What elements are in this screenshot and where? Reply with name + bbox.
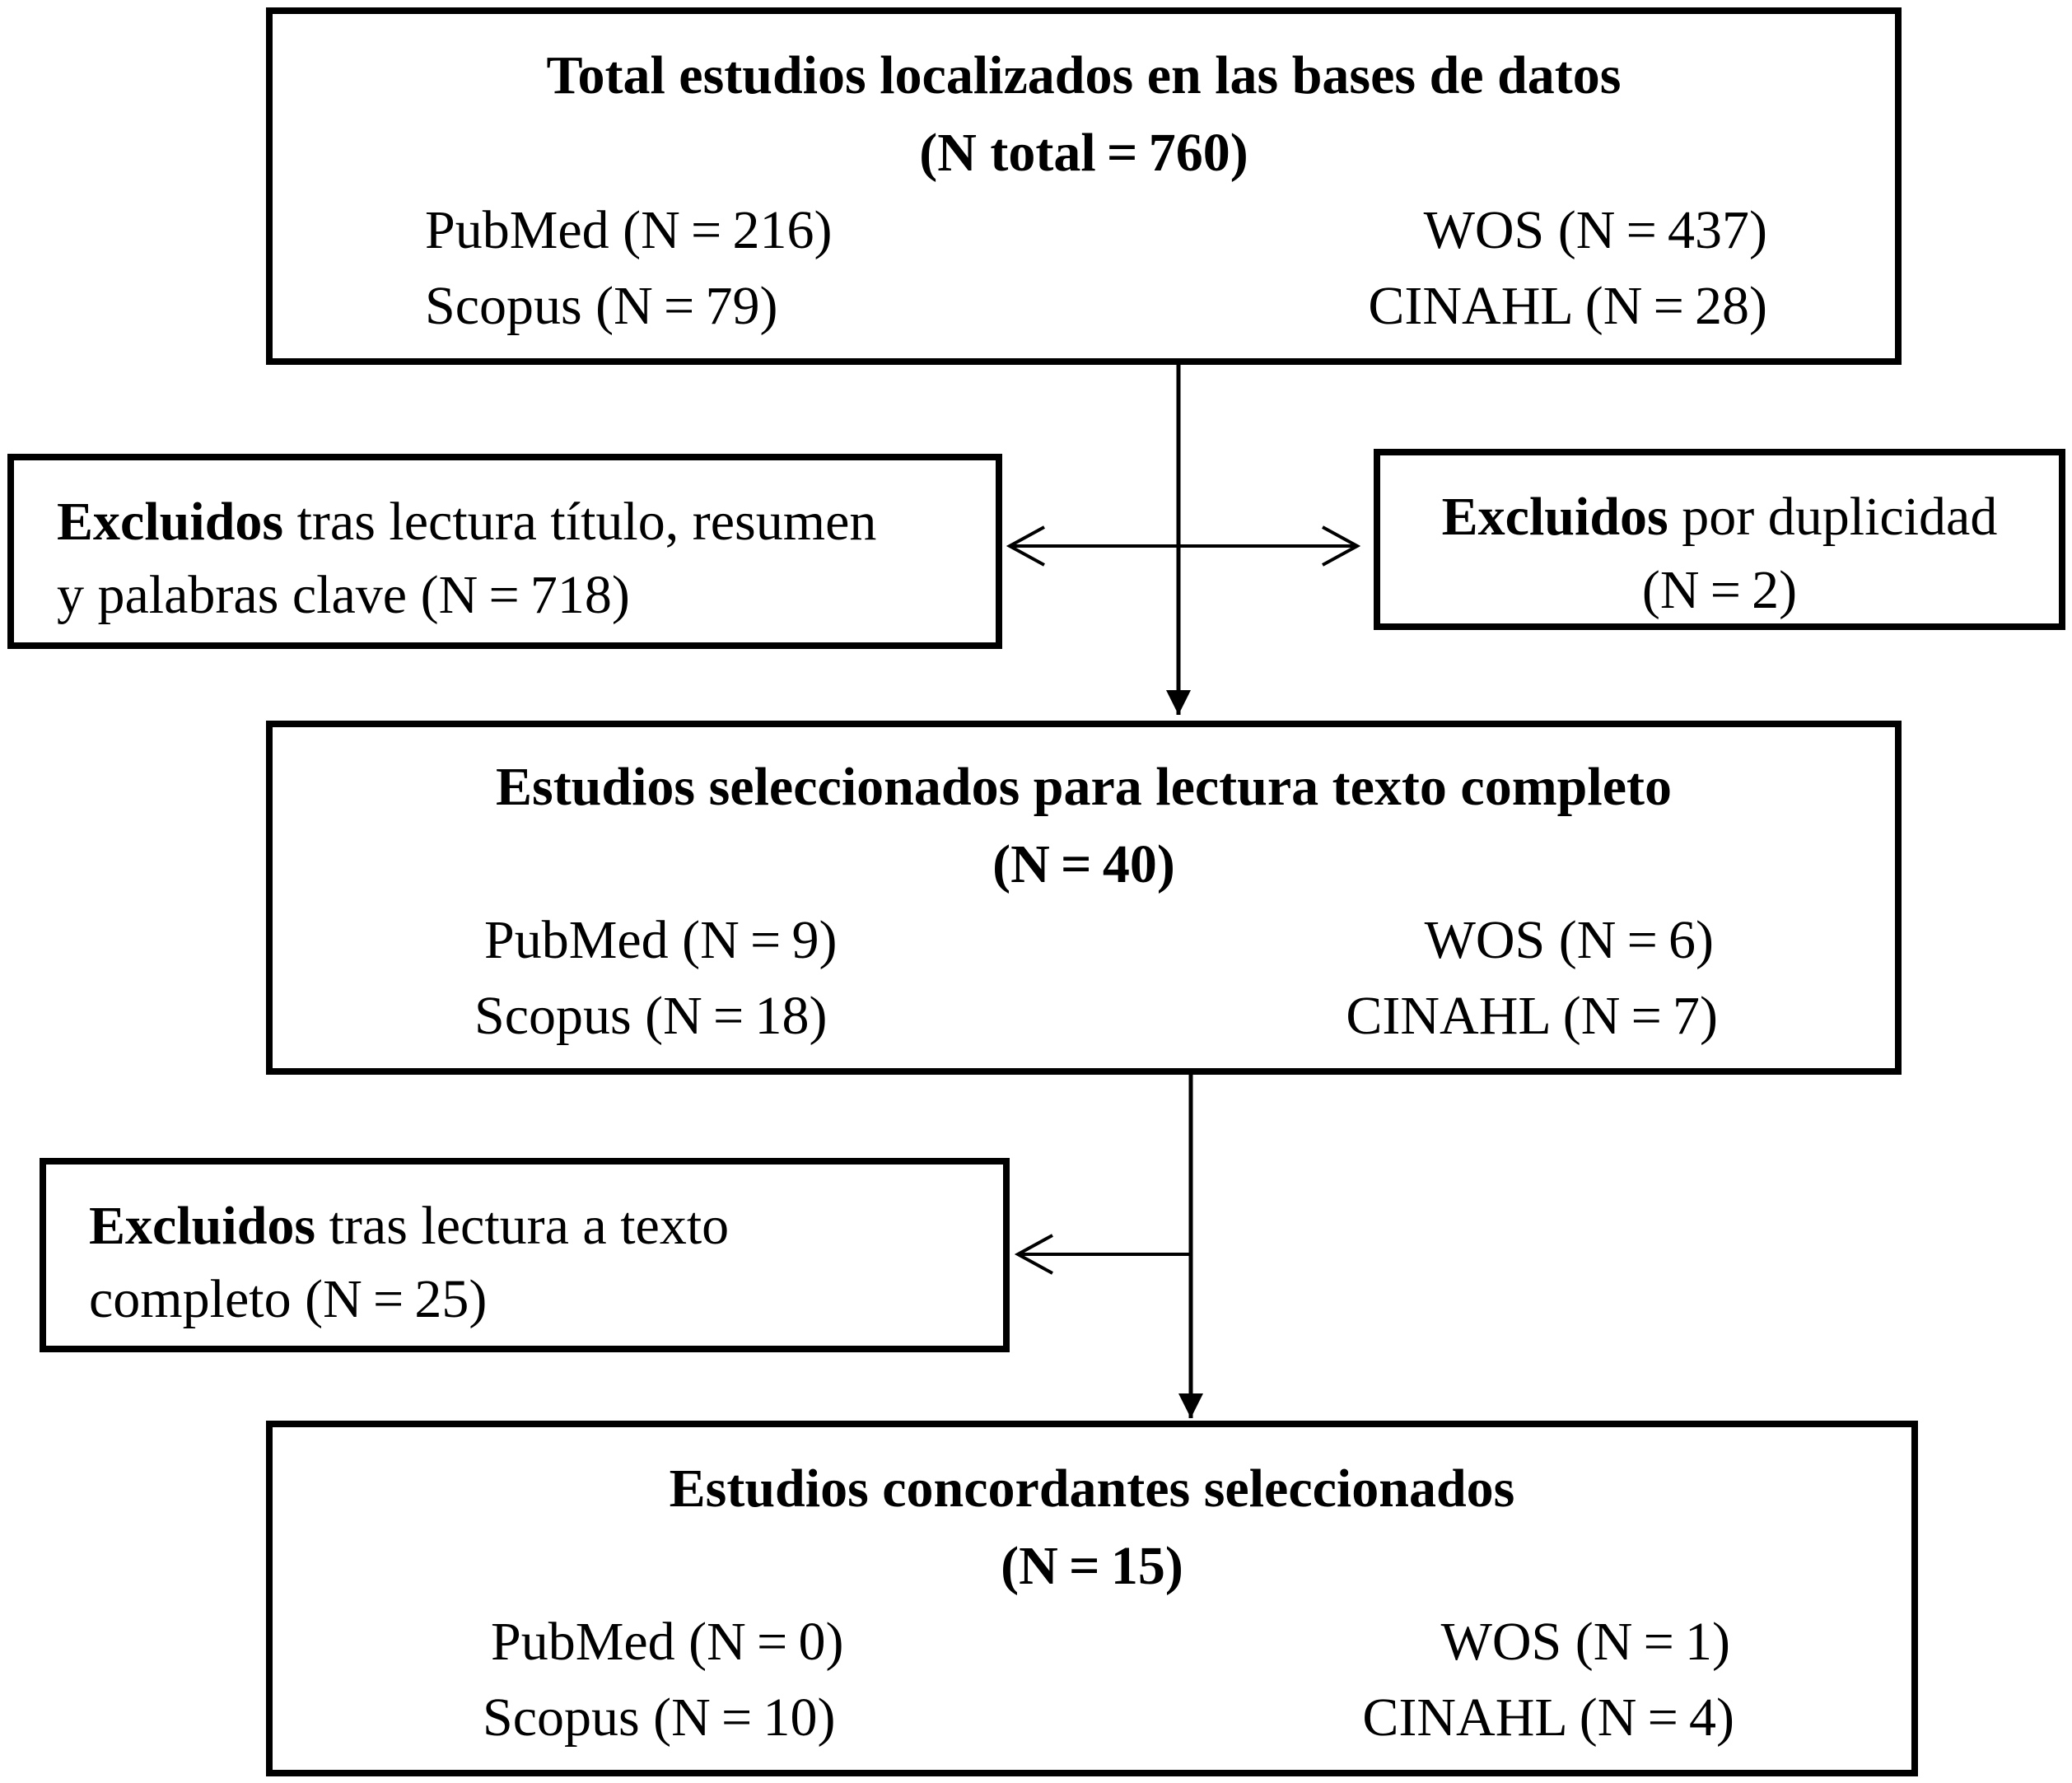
box-total-studies-title: Total estudios localizados en las bases de datos [546, 45, 1622, 105]
box-total-studies [266, 7, 1902, 365]
box-excluded-fulltext [40, 1158, 1010, 1352]
excluded-label: Excluidos [57, 492, 284, 552]
source-wos: WOS (N = 6) [1424, 910, 1714, 970]
source-scopus: Scopus (N = 79) [425, 276, 778, 336]
source-wos: WOS (N = 1) [1440, 1612, 1730, 1672]
box-excluded-title-abstract [7, 454, 1002, 649]
box-selected-fulltext-count: (N = 40) [992, 834, 1175, 894]
box-concordant-selected [266, 1421, 1918, 1776]
box-concordant-selected-title: Estudios concordantes seleccionados [669, 1459, 1515, 1519]
excluded-fulltext-line2: completo (N = 25) [89, 1269, 488, 1330]
excluded-dup-line2: (N = 2) [1641, 560, 1798, 621]
excluded-dup-line1: Excluidos por duplicidad [1441, 487, 1998, 547]
source-cinahl: CINAHL (N = 28) [1368, 276, 1767, 336]
box-excluded-duplicates [1374, 449, 2065, 630]
source-pubmed: PubMed (N = 0) [491, 1612, 844, 1672]
box-total-studies-count: (N total = 760) [919, 123, 1248, 183]
source-pubmed: PubMed (N = 9) [484, 910, 838, 970]
excluded-label: Excluidos [89, 1196, 316, 1256]
source-cinahl: CINAHL (N = 7) [1346, 986, 1718, 1046]
source-scopus: Scopus (N = 10) [483, 1687, 836, 1748]
excluded-title-line1: Excluidos tras lectura título, resumen [57, 492, 877, 552]
box-selected-fulltext-title: Estudios seleccionados para lectura texto completo [496, 757, 1672, 817]
excluded-label: Excluidos [1441, 487, 1668, 547]
excluded-title-line2: y palabras clave (N = 718) [57, 565, 630, 626]
source-scopus: Scopus (N = 18) [474, 986, 828, 1046]
source-cinahl: CINAHL (N = 4) [1362, 1687, 1734, 1748]
box-selected-fulltext [266, 721, 1902, 1075]
excluded-fulltext-line1: Excluidos tras lectura a texto [89, 1196, 730, 1256]
source-pubmed: PubMed (N = 216) [425, 200, 833, 260]
source-wos: WOS (N = 437) [1423, 200, 1767, 260]
box-concordant-selected-count: (N = 15) [1001, 1536, 1183, 1596]
